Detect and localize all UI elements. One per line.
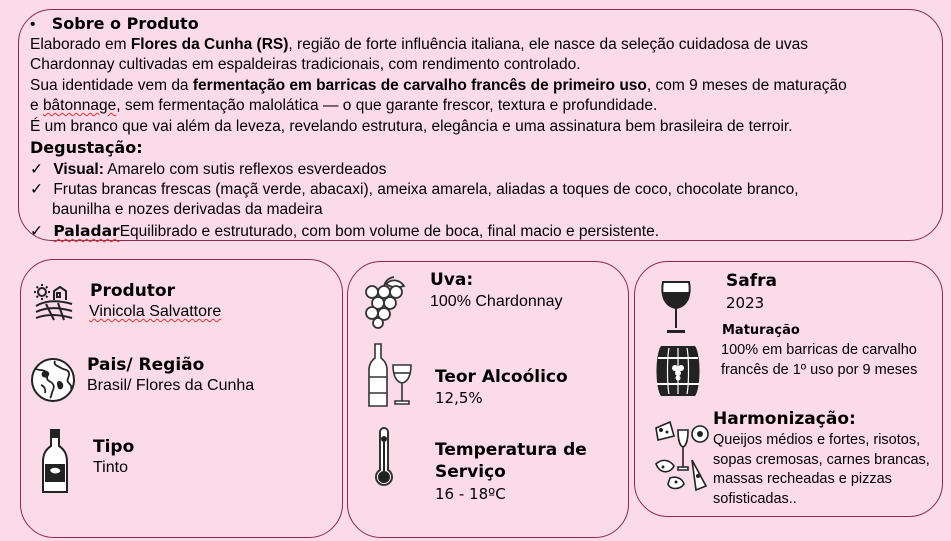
- bottle-and-glass-icon: [369, 343, 413, 407]
- fermentation-highlight: fermentação em barricas de carvalho francês de primeiro uso: [192, 77, 647, 94]
- grape-value: 100% Chardonnay: [430, 293, 563, 310]
- type-label: Tipo: [93, 437, 135, 457]
- temperature-label-line-1: Temperatura de: [435, 440, 587, 460]
- wine-glass-icon: [660, 280, 692, 336]
- producer-label: Produtor: [90, 281, 175, 301]
- vineyard-icon: [34, 284, 74, 322]
- batonnage-word: bâtonnage: [42, 97, 117, 114]
- temperature-value: 16 - 18ºC: [435, 485, 506, 503]
- region-value: Brasil/ Flores da Cunha: [87, 377, 255, 394]
- type-value: Tinto: [93, 459, 128, 476]
- tasting-aroma: ✓ Frutas brancas frescas (maçã verde, abacaxi), ameixa amarela, aliadas a toques de coco, chocolate branco,: [30, 180, 799, 198]
- producer-value: Vinicola Salvattore: [89, 303, 222, 320]
- about-line-2: Chardonnay cultivadas em espaldeiras tradicionais, com rendimento controlado.: [30, 56, 581, 73]
- aging-label: Maturação: [722, 323, 800, 338]
- bullet: •: [30, 16, 36, 33]
- check-icon: ✓: [30, 160, 43, 178]
- check-icon: ✓: [30, 180, 43, 198]
- tasting-palate: ✓ PaladarEquilibrado e estruturado, com bom volume de boca, final macio e persistente.: [30, 222, 660, 240]
- region-highlight: Flores da Cunha (RS): [130, 36, 289, 53]
- vintage-label: Safra: [726, 271, 777, 291]
- grapes-icon: [362, 276, 406, 328]
- tasting-visual: ✓ Visual: Amarelo com sutis reflexos esverdeados: [30, 160, 387, 178]
- vintage-value: 2023: [726, 294, 765, 312]
- about-line-3: Sua identidade vem da fermentação em barricas de carvalho francês de primeiro uso, com 9 meses de maturação: [30, 77, 847, 94]
- thermometer-icon: [374, 428, 394, 490]
- pairing-label: Harmonização:: [713, 409, 856, 429]
- about-line-4: e bâtonnage, sem fermentação malolática — o que garante frescor, textura e profundidade.: [30, 97, 658, 114]
- globe-icon: [30, 357, 76, 403]
- wine-bottle-icon: [42, 428, 68, 494]
- alcohol-label: Teor Alcoólico: [435, 367, 568, 387]
- about-title-text: Sobre o Produto: [51, 14, 199, 33]
- check-icon: ✓: [30, 222, 43, 240]
- aging-value: 100% em barricas de carvalho francês de 1º uso por 9 meses: [721, 342, 918, 378]
- about-line-5: É um branco que vai além da leveza, revelando estrutura, elegância e uma assinatura bem brasileira de terroir.: [30, 118, 793, 135]
- tasting-title: Degustação:: [30, 138, 143, 157]
- region-label: Pais/ Região: [87, 355, 205, 375]
- about-title: [30, 14, 199, 35]
- food-pairing-icon: [654, 420, 710, 498]
- tasting-aroma-line-2: baunilha e nozes derivadas da madeira: [52, 201, 323, 218]
- about-line-1: Elaborado em Flores da Cunha (RS), região de forte influência italiana, ele nasce da seleção cuidadosa de uvas: [30, 36, 809, 53]
- grape-label: Uva:: [430, 270, 474, 290]
- alcohol-value: 12,5%: [435, 389, 483, 407]
- barrel-icon: [655, 344, 701, 398]
- temperature-label-line-2: Serviço: [435, 462, 506, 482]
- pairing-value: Queijos médios e fortes, risotos, sopas cremosas, carnes brancas, massas recheadas e pizzas sofisticadas..: [713, 432, 930, 507]
